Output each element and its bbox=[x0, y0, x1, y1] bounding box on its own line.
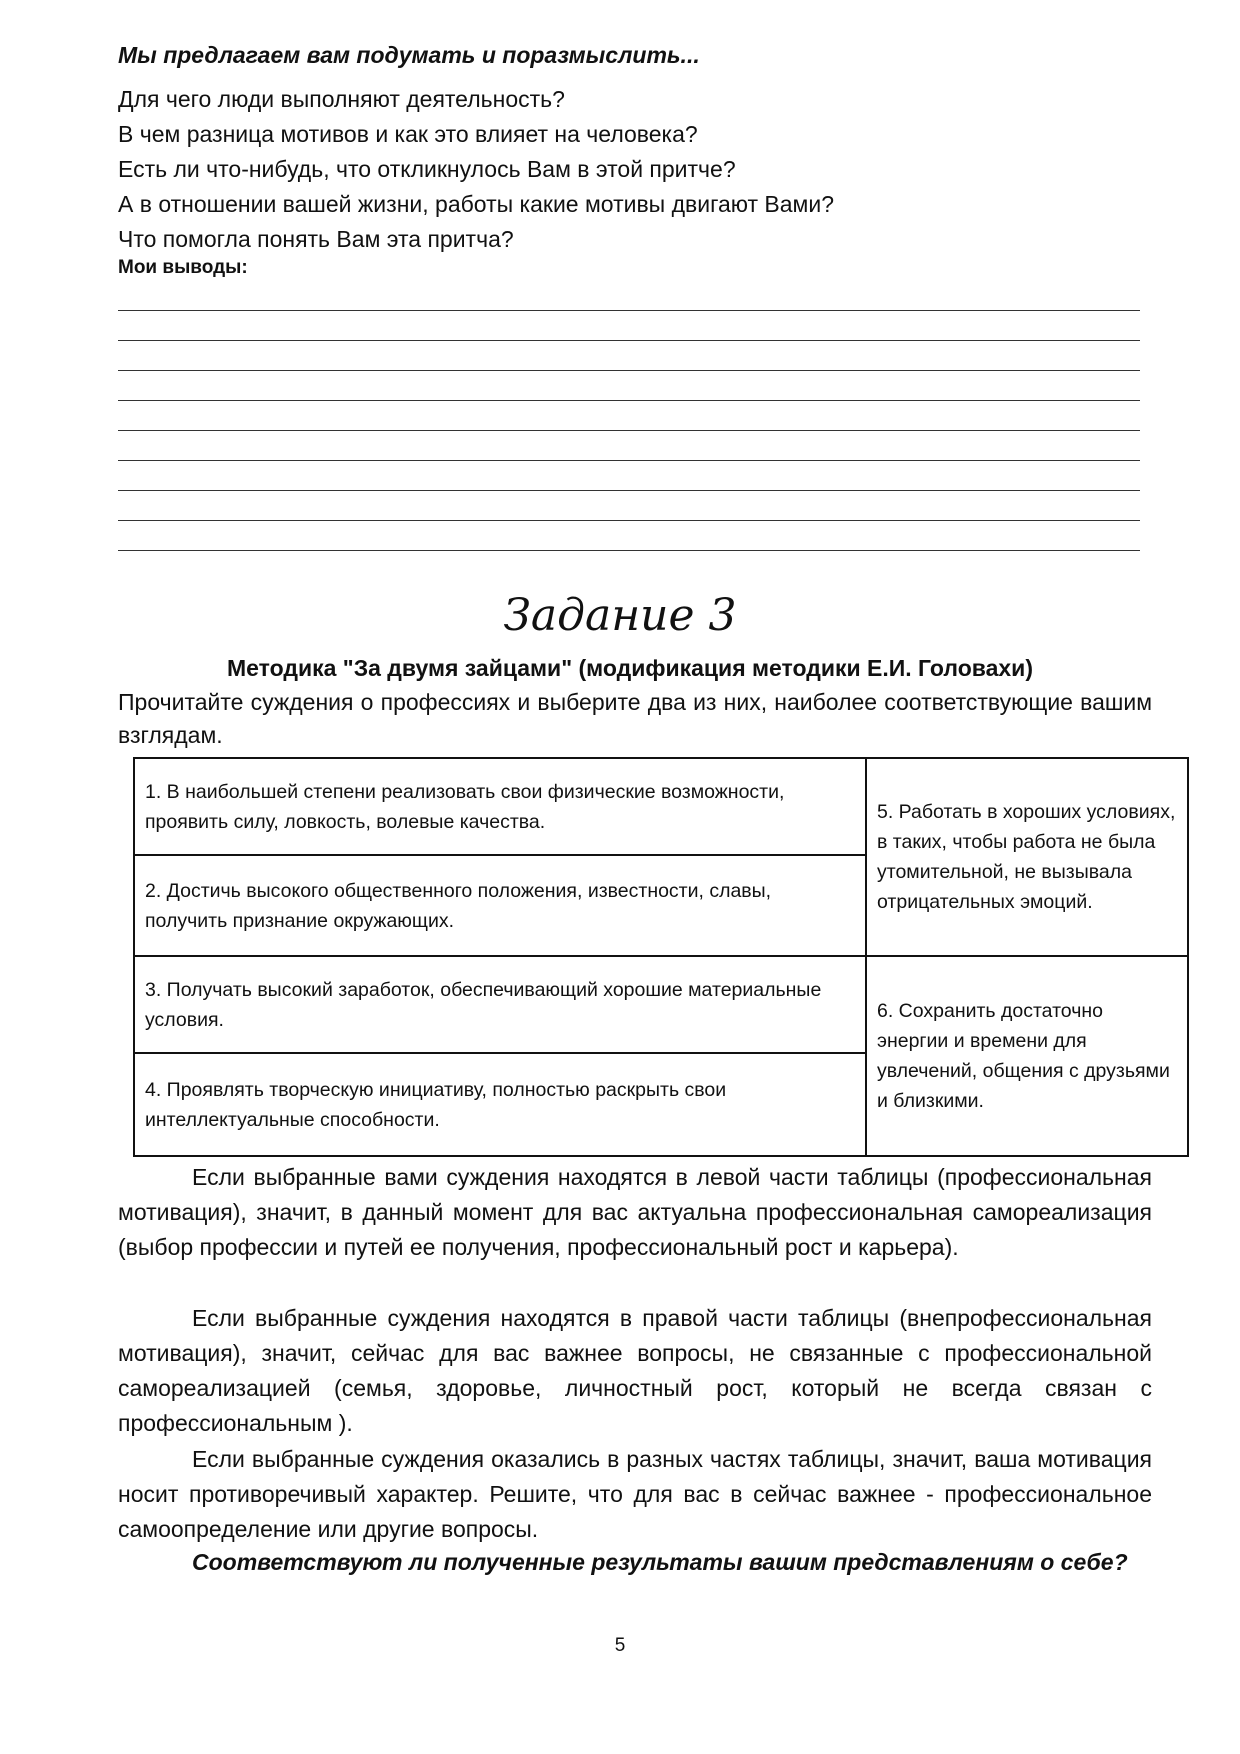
statement-4[interactable]: 4. Проявлять творческую инициативу, полностью раскрыть свои интеллектуальные способности. bbox=[134, 1053, 866, 1156]
statement-6[interactable]: 6. Сохранить достаточно энергии и времени для увлечений, общения с друзьями и близкими. bbox=[866, 956, 1188, 1156]
answer-line[interactable] bbox=[118, 370, 1140, 371]
reflection-heading: Мы предлагаем вам подумать и поразмыслить... bbox=[118, 42, 700, 68]
answer-line[interactable] bbox=[118, 310, 1140, 311]
answer-line[interactable] bbox=[118, 490, 1140, 491]
question-1: Для чего люди выполняют деятельность? bbox=[118, 86, 565, 112]
answer-line[interactable] bbox=[118, 460, 1140, 461]
question-3: Есть ли что-нибудь, что откликнулось Вам в этой притче? bbox=[118, 156, 736, 182]
statement-2[interactable]: 2. Достичь высокого общественного положения, известности, славы, получить признание окружающих. bbox=[134, 855, 866, 956]
answer-line[interactable] bbox=[118, 520, 1140, 521]
interpretation-left: Если выбранные вами суждения находятся в левой части таблицы (профессиональная мотивация), значит, в данный момент для вас актуальна профессиональная самореализация (выбор профессии и путей ее получения, профессиональный рост и карьера). bbox=[118, 1164, 1152, 1260]
page-number: 5 bbox=[614, 1635, 626, 1656]
task-instruction: Прочитайте суждения о профессиях и выберите два из них, наиболее соответствующие вашим взглядам. bbox=[118, 689, 1152, 748]
final-question: Соответствуют ли полученные результаты вашим представлениям о себе? bbox=[192, 1549, 1128, 1575]
method-title: Методика "За двумя зайцами" (модификация методики Е.И. Головахи) bbox=[227, 655, 1033, 681]
statement-1[interactable]: 1. В наибольшей степени реализовать свои физические возможности, проявить силу, ловкость, волевые качества. bbox=[134, 758, 866, 855]
task-title: Задание 3 bbox=[503, 590, 737, 641]
question-4: А в отношении вашей жизни, работы какие мотивы двигают Вами? bbox=[118, 191, 835, 217]
question-5: Что помогла понять Вам эта притча? bbox=[118, 226, 514, 252]
statements-table bbox=[133, 757, 1189, 1157]
answer-line[interactable] bbox=[118, 430, 1140, 431]
conclusions-label: Мои выводы: bbox=[118, 257, 248, 278]
question-2: В чем разница мотивов и как это влияет на человека? bbox=[118, 121, 698, 147]
statement-5[interactable]: 5. Работать в хороших условиях, в таких, чтобы работа не была утомительной, не вызывала отрицательных эмоций. bbox=[866, 758, 1188, 956]
interpretation-mixed: Если выбранные суждения оказались в разных частях таблицы, значит, ваша мотивация носит противоречивый характер. Решите, что для вас в сейчас важнее - профессиональное самоопределение или другие вопросы. bbox=[118, 1446, 1152, 1542]
answer-line[interactable] bbox=[118, 400, 1140, 401]
statement-3[interactable]: 3. Получать высокий заработок, обеспечивающий хорошие материальные условия. bbox=[134, 956, 866, 1053]
answer-line[interactable] bbox=[118, 340, 1140, 341]
interpretation-right: Если выбранные суждения находятся в правой части таблицы (внепрофессиональная мотивация), значит, сейчас для вас важнее вопросы, не связанные с профессиональной самореализацией (семья, здоровье, личностный рост, который не всегда связан с профессиональным ). bbox=[118, 1305, 1152, 1436]
answer-line[interactable] bbox=[118, 550, 1140, 551]
